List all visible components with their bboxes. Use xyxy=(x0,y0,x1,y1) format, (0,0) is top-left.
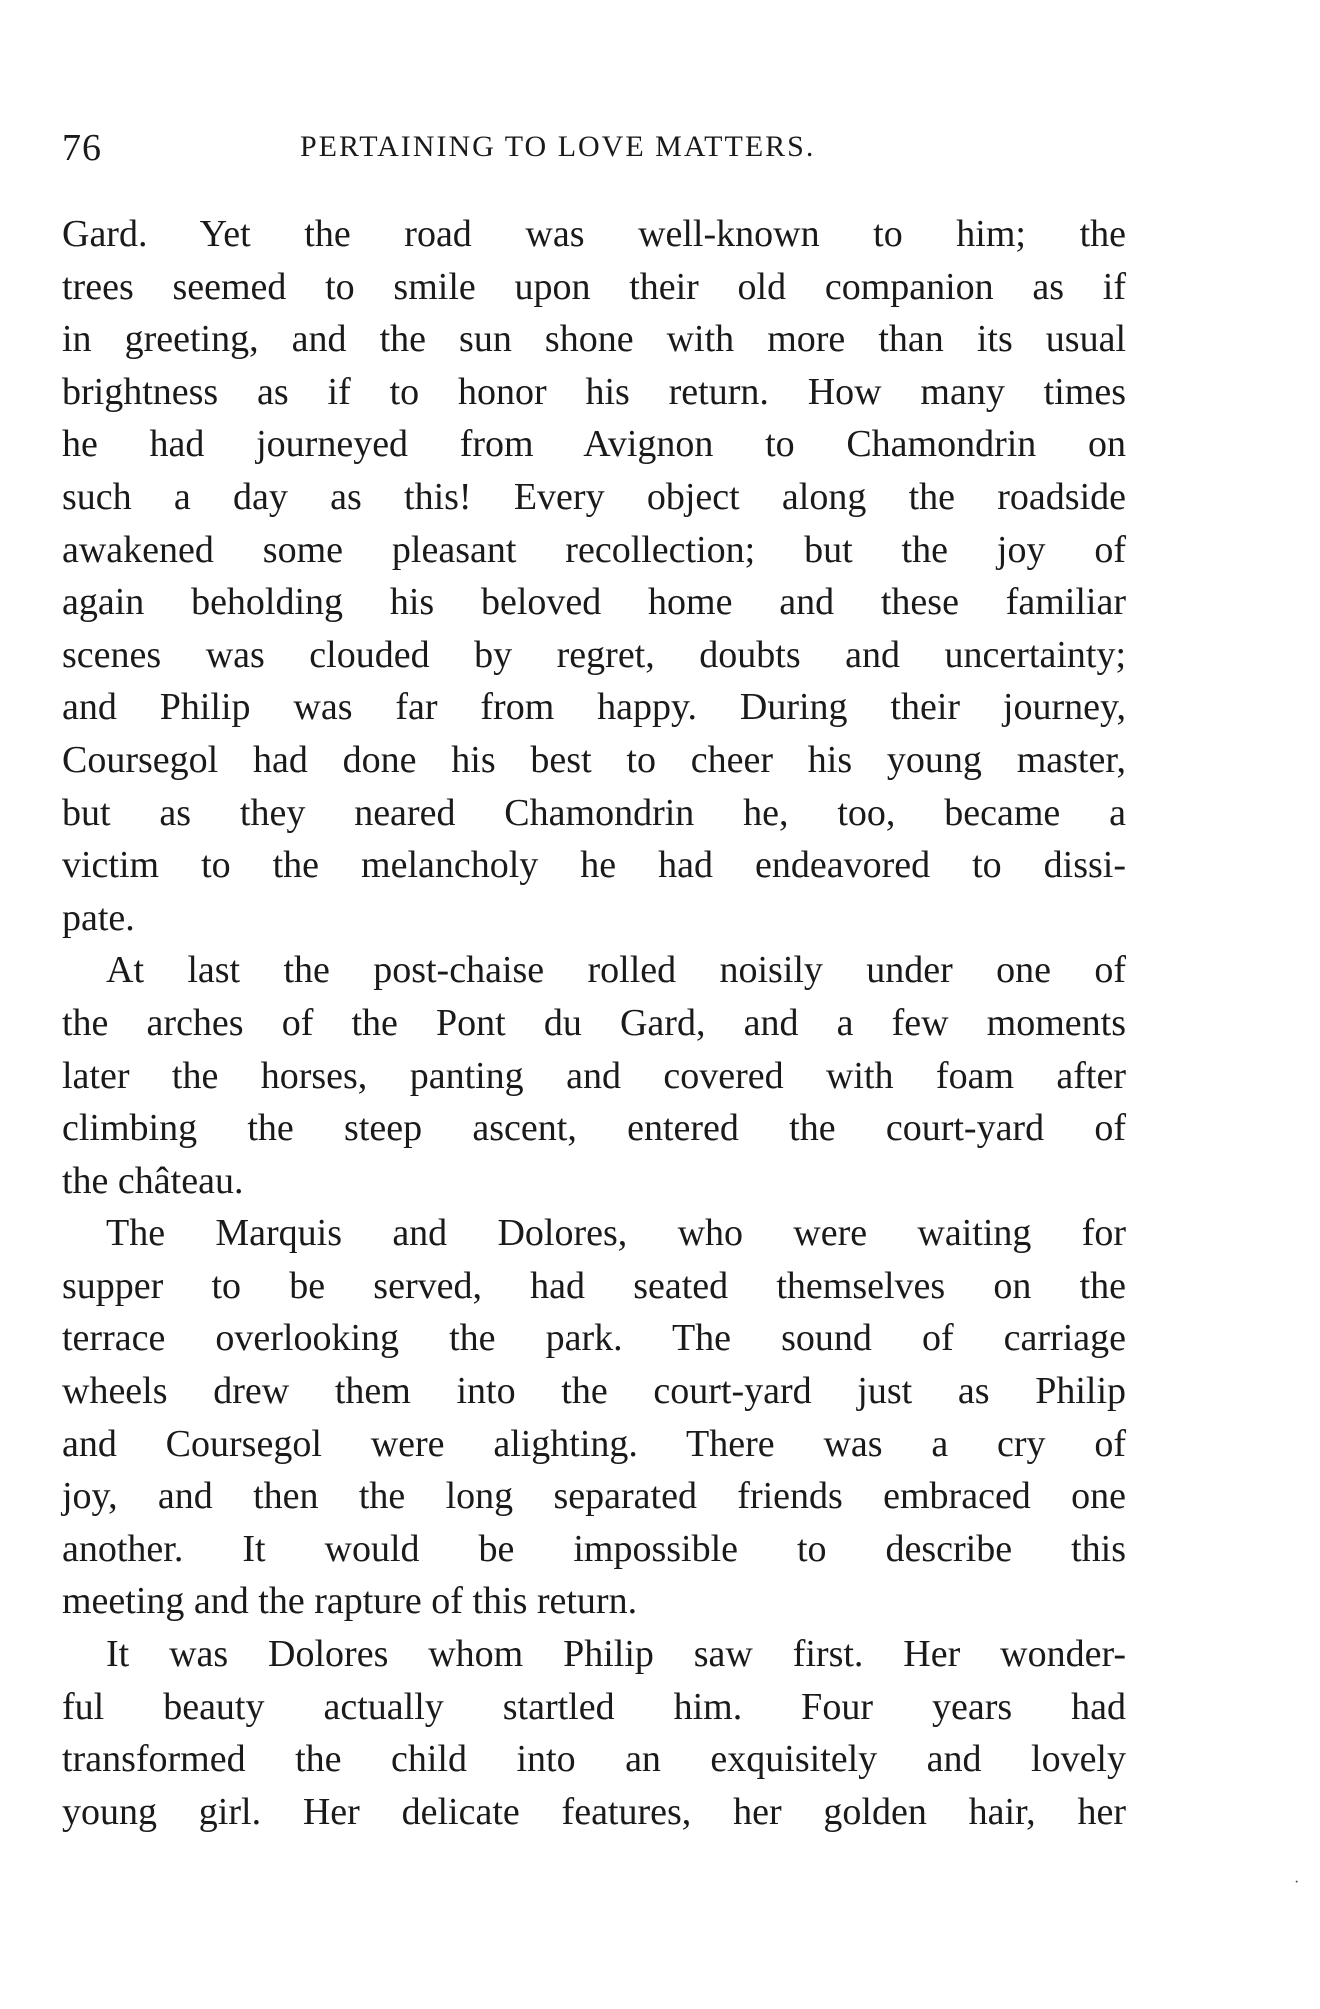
text-line: pate. xyxy=(62,896,135,939)
text-line: in greeting, and the sun shone with more than its usual xyxy=(62,318,1126,361)
text-line: and Philip was far from happy. During their journey, xyxy=(62,686,1126,729)
text-line: supper to be served, had seated themselves on the xyxy=(62,1264,1126,1307)
text-line: but as they neared Chamondrin he, too, became a xyxy=(62,791,1126,834)
text-line: the arches of the Pont du Gard, and a few moments xyxy=(62,1001,1126,1044)
text-line: trees seemed to smile upon their old companion as if xyxy=(62,265,1126,308)
text-line: It was Dolores whom Philip saw first. Her wonder- xyxy=(106,1633,1126,1676)
text-line: meeting and the rapture of this return. xyxy=(62,1580,638,1623)
text-line: later the horses, panting and covered with foam after xyxy=(62,1054,1126,1097)
text-line: climbing the steep ascent, entered the court-yard of xyxy=(62,1107,1126,1150)
text-line: young girl. Her delicate features, her golden hair, her xyxy=(62,1790,1126,1833)
text-line: another. It would be impossible to describe this xyxy=(62,1527,1126,1570)
text-line: and Coursegol were alighting. There was a cry of xyxy=(62,1422,1126,1465)
text-line: Gard. Yet the road was well-known to him; the xyxy=(62,213,1126,255)
text-line: he had journeyed from Avignon to Chamondrin on xyxy=(62,423,1126,466)
text-line: ful beauty actually startled him. Four years had xyxy=(62,1685,1126,1728)
text-line: again beholding his beloved home and these familiar xyxy=(62,581,1126,624)
text-line: scenes was clouded by regret, doubts and uncertainty; xyxy=(62,633,1126,676)
text-line: such a day as this! Every object along the roadside xyxy=(62,475,1126,518)
paragraph-4 xyxy=(62,1628,1126,1838)
paragraph-1 xyxy=(62,208,1126,944)
text-line: transformed the child into an exquisitely and lovely xyxy=(62,1738,1126,1781)
text-line: Coursegol had done his best to cheer his young master, xyxy=(62,738,1126,781)
scan-speck: · xyxy=(1294,1874,1300,1891)
text-line: terrace overlooking the park. The sound of carriage xyxy=(62,1317,1126,1360)
page-number: 76 xyxy=(62,127,102,169)
paragraph-3 xyxy=(62,1207,1126,1628)
text-line: At last the post-chaise rolled noisily under one of xyxy=(106,949,1126,992)
text-line: The Marquis and Dolores, who were waiting for xyxy=(106,1212,1126,1255)
text-line: joy, and then the long separated friends embraced one xyxy=(62,1475,1126,1518)
text-line: the château. xyxy=(62,1159,244,1202)
running-head: PERTAINING TO LOVE MATTERS. xyxy=(300,130,816,163)
text-line: brightness as if to honor his return. How many times xyxy=(62,370,1126,413)
text-line: victim to the melancholy he had endeavored to dissi- xyxy=(62,844,1126,887)
text-line: awakened some pleasant recollection; but the joy of xyxy=(62,528,1126,571)
text-line: wheels drew them into the court-yard just as Philip xyxy=(62,1370,1126,1413)
body-text xyxy=(62,208,1126,1838)
page-header xyxy=(62,118,1126,178)
paragraph-2 xyxy=(62,944,1126,1207)
